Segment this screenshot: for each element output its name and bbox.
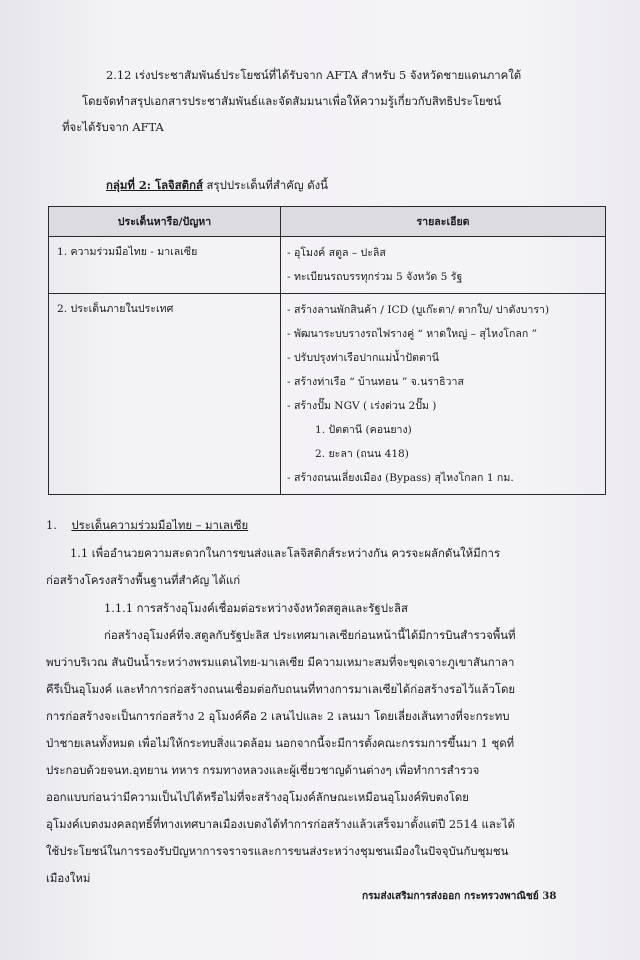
page-footer: กรมส่งเสริมการส่งออก กระทรวงพาณิชย์ 38 [362,890,557,902]
subsection-heading: 1.1.1 การสร้างอุโมงค์เชื่อมต่อระหว่างจังหวัดสตูลและรัฐปะลิส [104,601,408,615]
body-line: อุโมงค์เบตงมงคลฤทธิ์ที่ทางเทศบาลเมืองเบตงได้ทำการก่อสร้างแล้วเสร็จมาตั้งแต่ปี 2514 และได้ [46,817,516,831]
body-line: ก่อสร้างอุโมงค์ที่จ.สตูลกับรัฐปะลิส ประเทศมาเลเซียก่อนหน้านี้ได้มีการบินสำรวจพื้นที่ [104,628,516,642]
group-label: กลุ่มที่ 2: โลจิสติกส์ [106,178,203,192]
section-paragraph-line: ก่อสร้างโครงสร้างพื้นฐานที่สำคัญ ได้แก่ [46,573,241,587]
intro-line-1: 2.12 เร่งประชาสัมพันธ์ประโยชน์ที่ได้รับจาก AFTA สำหรับ 5 จังหวัดชายแดนภาคใต้ [106,68,522,82]
detail-item: - พัฒนาระบบรางรถไฟรางคู่ “ หาดใหญ่ – สุไหงโกลก ” [287,328,538,340]
body-line: เมืองใหม่ [46,871,91,885]
detail-cell [281,237,606,294]
detail-item: - สร้างลานพักสินค้า / ICD (บูเก๊ะตา/ ตากใบ/ ปาดังบารา) [287,304,550,316]
detail-subitem: 1. ปัตตานี (คอนยาง) [315,424,412,436]
detail-cell [281,294,606,495]
section-paragraph-line: 1.1 เพื่ออำนวยความสะดวกในการขนส่งและโลจิสติกส์ระหว่างกัน ควรจะผลักดันให้มีการ [70,546,501,560]
body-line: การก่อสร้างจะเป็นการก่อสร้าง 2 อุโมงค์คือ 2 เลนไปและ 2 เลนมา โดยเลี่ยงเส้นทางที่จะกระทบ [46,709,510,723]
detail-item: - สร้างปั๊ม NGV ( เร่งด่วน 2ปั๊ม ) [287,400,437,412]
issue-cell: 1. ความร่วมมือไทย - มาเลเซีย [49,237,281,294]
issue-cell: 2. ประเด็นภายในประเทศ [49,294,281,495]
body-line: คีรีเป็นอุโมงค์ และทำการก่อสร้างถนนเชื่อมต่อกับถนนที่ทางการมาเลเซียได้ก่อสร้างรอไว้แล้วโดย [46,682,516,696]
body-line: พบว่าบริเวณ สันปันน้ำระหว่างพรมแดนไทย-มาเลเซีย มีความเหมาะสมที่จะขุดเจาะภูเขาสันกาลา [46,655,515,669]
detail-item: - ปรับปรุงท่าเรือปากแม่น้ำปัตตานี [287,352,440,364]
detail-subitem: 2. ยะลา (ถนน 418) [315,448,409,460]
body-line: ประกอบด้วยจนท.อุทยาน ทหาร กรมทางหลวงและผู้เชี่ยวชาญด้านต่างๆ เพื่อทำการสำรวจ [46,763,480,777]
group-suffix: สรุปประเด็นที่สำคัญ ดังนี้ [202,178,328,192]
section-number: 1. [46,518,57,532]
body-line: ใช้ประโยชน์ในการรองรับปัญหาการจราจรและการขนส่งระหว่างชุมชนเมืองในปัจจุบันกับชุมชน [46,844,509,858]
table-row [49,237,606,294]
intro-line-2: โดยจัดทำสรุปเอกสารประชาสัมพันธ์และจัดสัมมนาเพื่อให้ความรู้เกี่ยวกับสิทธิประโยชน์ [82,94,502,108]
table-header-row [49,207,606,237]
section-title: ประเด็นความร่วมมือไทย – มาเลเซีย [71,518,249,532]
header-issue: ประเด็นหารือ/ปัญหา [49,207,281,237]
detail-list [281,237,605,293]
detail-item: - ทะเบียนรถบรรทุกร่วม 5 จังหวัด 5 รัฐ [287,271,463,283]
table-row [49,294,606,495]
group-heading [106,178,328,192]
section-heading [46,518,248,532]
body-line: ออกแบบก่อนว่ามีความเป็นไปได้หรือไม่ที่จะสร้างอุโมงค์ลักษณะเหมือนอุโมงค์พิบตงโดย [46,790,469,804]
detail-list [281,294,605,494]
body-line: ป่าชายเลนทั้งหมด เพื่อไม่ให้กระทบสิ่งแวดล้อม นอกจากนี้จะมีการตั้งคณะกรรมการขึ้นมา 1 ชุดที่ [46,736,515,750]
intro-line-3: ที่จะได้รับจาก AFTA [62,120,164,134]
issues-table [48,206,606,495]
detail-item: - สร้างท่าเรือ “ บ้านทอน ” จ.นราธิวาส [287,376,464,388]
detail-item: - อุโมงค์ สตูล – ปะลิส [287,247,386,259]
header-detail: รายละเอียด [281,207,606,237]
detail-item: - สร้างถนนเลี่ยงเมือง (Bypass) สุไหงโกลก 1 กม. [287,472,514,484]
